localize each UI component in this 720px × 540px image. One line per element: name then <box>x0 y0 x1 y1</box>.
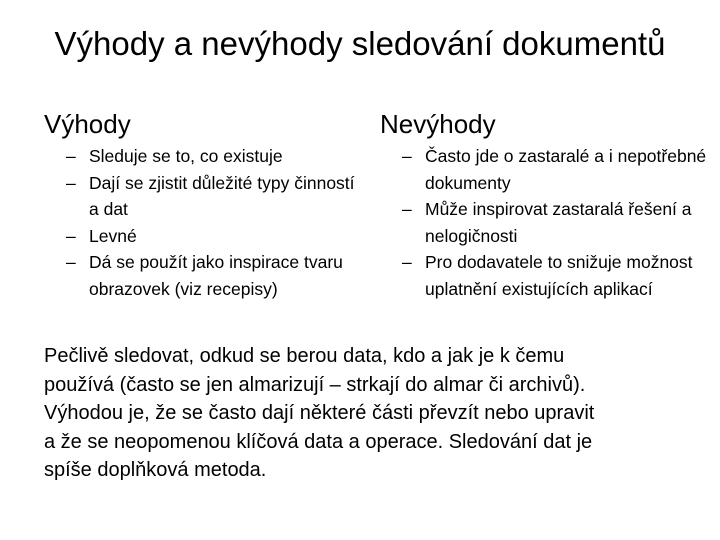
list-item <box>66 143 366 170</box>
dash-bullet: – <box>402 252 412 272</box>
dash-bullet: – <box>66 225 76 246</box>
dash-bullet: – <box>66 172 76 193</box>
list-item <box>66 170 366 223</box>
summary-paragraph <box>44 342 708 485</box>
disadvantages-heading: Nevýhody <box>380 109 496 139</box>
dash-bullet: – <box>66 146 76 166</box>
dash-bullet: – <box>66 252 76 272</box>
dash-bullet: – <box>402 199 412 219</box>
advantages-heading: Výhody <box>44 109 131 139</box>
summary-line: a že se neopomenou klíčová data a operace. Sledování dat je <box>44 430 593 453</box>
summary-line: spíše doplňková metoda. <box>44 459 267 481</box>
disadvantages-list <box>402 143 714 302</box>
advantages-list <box>66 143 366 302</box>
dash-bullet: – <box>402 146 412 166</box>
summary-line: Výhodou je, že se často dají některé části převzít nebo upravit <box>44 402 595 424</box>
summary-line: používá (často se jen almarizují – strkají do almar či archivů). <box>44 373 586 396</box>
list-item-text: Levné <box>89 225 137 246</box>
list-item <box>402 196 714 249</box>
list-item <box>402 143 714 196</box>
summary-line: Pečlivě sledovat, odkud se berou data, kdo a jak je k čemu <box>44 345 565 367</box>
list-item-text: Může inspirovat zastaralá řešení a nelogičnosti <box>425 199 692 246</box>
list-item-text: Dají se zjistit důležité typy činností a dat <box>89 172 355 219</box>
slide-title: Výhody a nevýhody sledování dokumentů <box>54 25 666 62</box>
list-item <box>402 249 714 302</box>
list-item-text: Často jde o zastaralé a i nepotřebné dokumenty <box>425 146 707 193</box>
list-item-text: Dá se použít jako inspirace tvaru obrazovek (viz recepisy) <box>89 252 343 299</box>
list-item <box>66 249 366 302</box>
list-item <box>66 223 366 250</box>
list-item-text: Sleduje se to, co existuje <box>89 146 283 166</box>
list-item-text: Pro dodavatele to snižuje možnost uplatnění existujících aplikací <box>425 252 693 299</box>
